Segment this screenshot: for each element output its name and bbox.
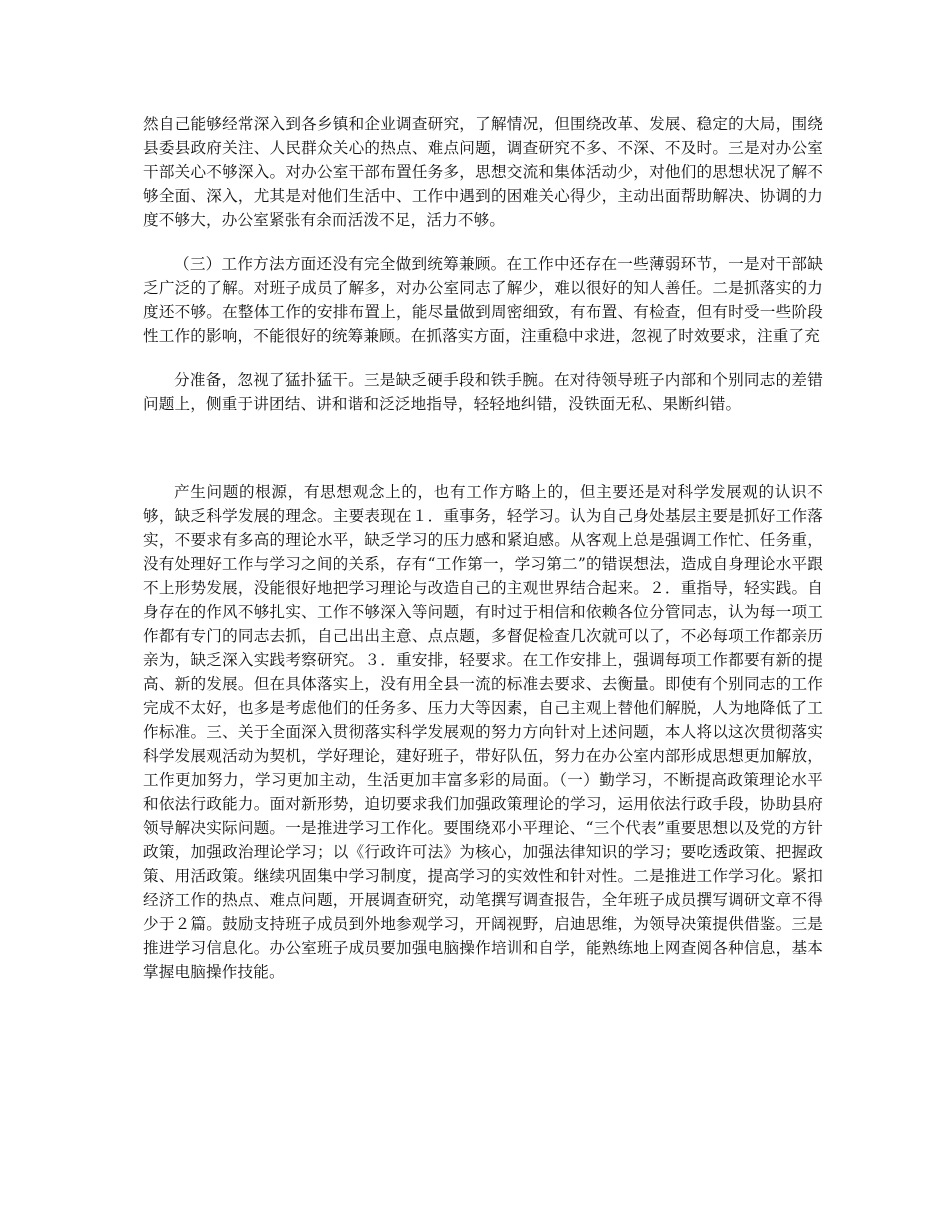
paragraph-work-method-continued: 分准备，忽视了猛扑猛干。三是缺乏硬手段和铁手腕。在对待领导班子内部和个别同志的差错问题上，侧重于讲团结、讲和谐和泛泛地指导，轻轻地纠错，没铁面无私、果断纠错。 — [143, 371, 823, 413]
paragraph-work-method: （三）工作方法方面还没有完全做到统筹兼顾。在工作中还存在一些薄弱环节，一是对干部缺乏广泛的了解。对班子成员了解多，对办公室同志了解少，难以很好的知人善任。二是抓落实的力度还不够。在整体工作的安排布置上，能尽量做到周密细致，有布置、有检查，但有时受一些阶段性工作的影响，不能很好的统筹兼顾。在抓落实方面，注重稳中求进，忽视了时效要求，注重了充 — [143, 255, 823, 345]
document-page — [143, 112, 823, 984]
paragraph-root-causes: 产生问题的根源，有思想观念上的，也有工作方略上的，但主要还是对科学发展观的认识不够，缺乏科学发展的理念。主要表现在１．重事务，轻学习。认为自己身处基层主要是抓好工作落实，不要求有多高的理论水平，缺乏学习的压力感和紧迫感。从客观上总是强调工作忙、任务重，没有处理好工作与学习之间的关系，存有“工作第一，学习第二”的错误想法，造成自身理论水平跟不上形势发展，没能很好地把学习理论与改造自己的主观世界结合起来。２．重指导，轻实践。自身存在的作风不够扎实、工作不够深入等问题，有时过于相信和依赖各位分管同志，认为每一项工作都有专门的同志去抓，自己出出主意、点点题，多督促检查几次就可以了，不必每项工作都亲历亲为，缺乏深入实践考察研究。３．重安排，轻要求。在工作安排上，强调每项工作都要有新的提高、新的发展。但在具体落实上，没有用全县一流的标准去要求、去衡量。即使有个别同志的工作完成不太好，也多是考虑他们的任务多、压力大等因素，自己主观上替他们解脱，人为地降低了工作标准。三、关于全面深入贯彻落实科学发展观的努力方向针对上述问题，本人将以这次贯彻落实科学发展观活动为契机，学好理论，建好班子，带好队伍，努力在办公室内部形成思想更加解放，工作更加努力，学习更加主动，生活更加丰富多彩的局面。（一）勤学习，不断提高政策理论水平和依法行政能力。面对新形势，迫切要求我们加强政策理论的学习，运用依法行政手段，协助县府领导解决实际问题。一是推进学习工作化。要围绕邓小平理论、“三个代表”重要思想以及党的方针政策，加强政治理论学习；以《行政许可法》为核心，加强法律知识的学习；要吃透政策、把握政策、用活政策。继续巩固集中学习制度，提高学习的实效性和针对性。二是推进工作学习化。紧扣经济工作的热点、难点问题，开展调查研究，动笔撰写调查报告，全年班子成员撰写调研文章不得少于２篇。鼓励支持班子成员到外地参观学习，开阔视野，启迪思维，为领导决策提供借鉴。三是推进学习信息化。办公室班子成员要加强电脑操作培训和自学，能熟练地上网查阅各种信息，基本掌握电脑操作技能。 — [143, 483, 823, 981]
paragraph-continuation: 然自己能够经常深入到各乡镇和企业调查研究，了解情况，但围绕改革、发展、稳定的大局，围绕县委县政府关注、人民群众关心的热点、难点问题，调查研究不多、不深、不及时。三是对办公室干部关心不够深入。对办公室干部布置任务多，思想交流和集体活动少，对他们的思想状况了解不够全面、深入，尤其是对他们生活中、工作中遇到的困难关心得少，主动出面帮助解决、协调的力度不够大，办公室紧张有余而活泼不足，活力不够。 — [143, 115, 823, 229]
